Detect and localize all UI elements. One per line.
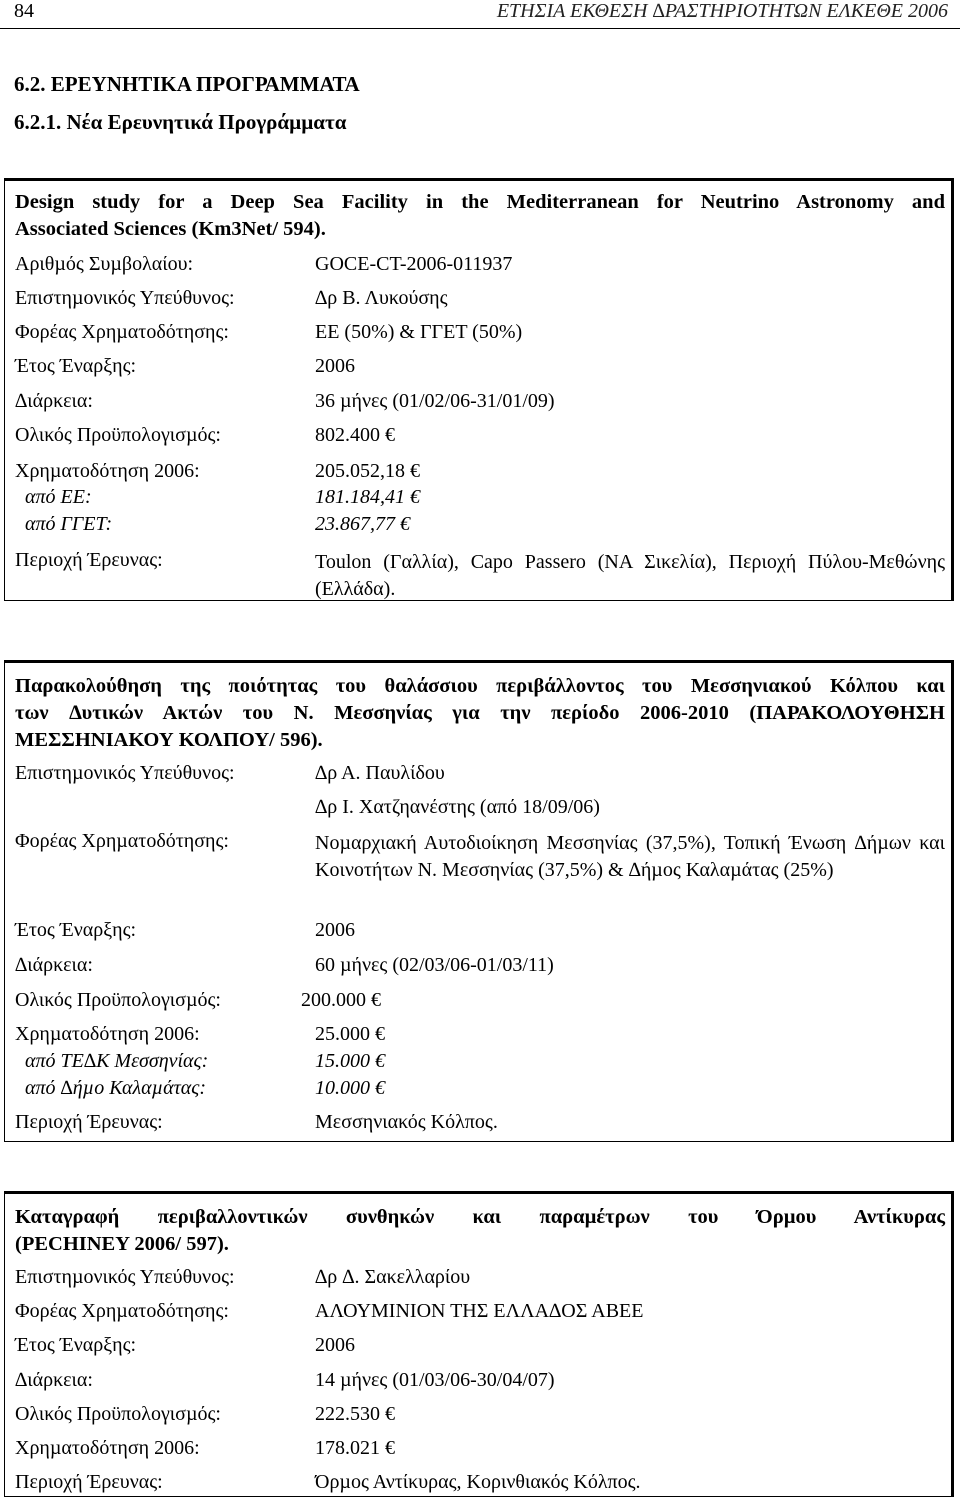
scientist-value: ∆ρ ∆. Σακελλαρίου: [315, 1266, 471, 1288]
budget-value: 222.530 €: [315, 1403, 395, 1425]
funding-source-value: 181.184,41 €: [315, 486, 420, 508]
duration-row: [15, 1369, 945, 1397]
contract-value: GOCE-CT-2006-011937: [315, 253, 513, 275]
funder-value: Νοµαρχιακή Αυτοδιοίκηση Μεσσηνίας (37,5%), Τοπική Ένωση ∆ήµων και Κοινοτήτων Ν. Μεσσηνίας (37,5%) & ∆ήµος Καλαµάτας (25%): [315, 832, 945, 881]
research-area-row: [15, 549, 945, 603]
duration-value: 14 µήνες (01/03/06-30/04/07): [315, 1369, 555, 1391]
budget-value: 200.000 €: [301, 989, 381, 1011]
research-area-row: [15, 1471, 945, 1499]
scientist-label: Επιστηµονικός Υπεύθυνος:: [15, 287, 235, 309]
scientist-row-2: [15, 796, 945, 824]
funder-label: Φορέας Χρηµατοδότησης:: [15, 1300, 229, 1322]
funding-row: [15, 1437, 945, 1465]
funder-label: Φορέας Χρηµατοδότησης:: [15, 321, 229, 343]
funding-label: Χρηµατοδότηση 2006:: [15, 460, 200, 482]
scientist-value: ∆ρ Α. Παυλίδου: [315, 762, 445, 784]
project-title: [15, 189, 945, 243]
duration-row: [15, 954, 945, 982]
duration-label: ∆ιάρκεια:: [15, 954, 93, 976]
running-title: ΕΤΗΣΙΑ ΕΚΘΕΣΗ ∆ΡΑΣΤΗΡΙΟΤΗΤΩΝ ΕΛΚΕΘΕ 2006: [496, 0, 948, 22]
contract-label: Αριθµός Συµβολαίου:: [15, 253, 194, 275]
funding-source-row: [15, 1077, 945, 1105]
research-area-value: Μεσσηνιακός Κόλπος.: [315, 1111, 498, 1133]
duration-label: ∆ιάρκεια:: [15, 1369, 93, 1391]
project-title-line: ΜΕΣΣΗΝΙΑΚΟΥ ΚΟΛΠΟΥ/ 596).: [15, 729, 323, 751]
budget-label: Ολικός Προϋπολογισµός:: [15, 1403, 221, 1425]
duration-row: [15, 390, 945, 418]
scientist-value-2: ∆ρ Ι. Χατζηανέστης (από 18/09/06): [315, 796, 600, 818]
page-number: 84: [14, 0, 34, 22]
funding-label: Χρηµατοδότηση 2006:: [15, 1437, 200, 1459]
funding-value: 178.021 €: [315, 1437, 395, 1459]
project-title-line: (PECHINEY 2006/ 597).: [15, 1233, 229, 1255]
funding-value: 205.052,18 €: [315, 460, 420, 482]
funding-source-value: 23.867,77 €: [315, 513, 410, 535]
funding-source-value: 10.000 €: [315, 1077, 385, 1099]
research-area-label: Περιοχή Έρευνας:: [15, 1111, 163, 1133]
funder-row: [15, 830, 945, 912]
budget-row: [15, 1403, 945, 1431]
start-year-value: 2006: [315, 1334, 355, 1356]
scientist-row: [15, 1266, 945, 1294]
research-area-value: Όρµος Αντίκυρας, Κορινθιακός Κόλπος.: [315, 1471, 641, 1493]
budget-row: [15, 989, 945, 1017]
funder-row: [15, 1300, 945, 1328]
budget-row: [15, 424, 945, 452]
funder-value: ΕΕ (50%) & ΓΓΕΤ (50%): [315, 321, 523, 343]
project-box-pechiney: [4, 1191, 954, 1497]
research-area-value: Toulon (Γαλλία), Capo Passero (ΝΑ Σικελία), Περιοχή Πύλου-Μεθώνης (Ελλάδα).: [315, 551, 945, 600]
project-title-line: Design study for a Deep Sea Facility in the Mediterranean for Neutrino Astronomy and: [15, 191, 945, 213]
start-year-value: 2006: [315, 919, 355, 941]
funding-row: [15, 460, 945, 488]
funding-source-label: από ΕΕ:: [25, 486, 92, 508]
project-title-line: Καταγραφή περιβαλλοντικών συνθηκών και παραµέτρων του Όρµου Αντίκυρας: [15, 1206, 945, 1228]
funding-label: Χρηµατοδότηση 2006:: [15, 1023, 200, 1045]
funding-source-value: 15.000 €: [315, 1050, 385, 1072]
duration-value: 36 µήνες (01/02/06-31/01/09): [315, 390, 555, 412]
funding-source-label: από ΤΕ∆Κ Μεσσηνίας:: [25, 1050, 209, 1072]
funding-source-row: [15, 1050, 945, 1078]
scientist-row: [15, 287, 945, 315]
scientist-value: ∆ρ Β. Λυκούσης: [315, 287, 448, 309]
funder-row: [15, 321, 945, 349]
project-title-line: των ∆υτικών Ακτών του Ν. Μεσσηνίας για την περίοδο 2006-2010 (ΠΑΡΑΚΟΛΟΥΘΗΣΗ: [15, 702, 945, 724]
funder-value: ΑΛΟΥΜΙΝΙΟΝ ΤΗΣ ΕΛΛΑ∆ΟΣ ΑΒΕΕ: [315, 1300, 644, 1322]
research-area-row: [15, 1111, 945, 1139]
duration-label: ∆ιάρκεια:: [15, 390, 93, 412]
budget-label: Ολικός Προϋπολογισµός:: [15, 424, 221, 446]
start-year-label: Έτος Έναρξης:: [15, 919, 137, 941]
funding-row: [15, 1023, 945, 1051]
funder-label: Φορέας Χρηµατοδότησης:: [15, 830, 229, 852]
start-year-label: Έτος Έναρξης:: [15, 1334, 137, 1356]
project-title: [15, 1204, 945, 1258]
research-area-label: Περιοχή Έρευνας:: [15, 549, 163, 571]
start-year-row: [15, 1334, 945, 1362]
project-title: [15, 673, 945, 754]
start-year-label: Έτος Έναρξης:: [15, 355, 137, 377]
funding-value: 25.000 €: [315, 1023, 385, 1045]
funding-source-label: από ∆ήµο Καλαµάτας:: [25, 1077, 207, 1099]
funding-source-row: [15, 513, 945, 541]
section-subheading: 6.2.1. Νέα Ερευνητικά Προγράµµατα: [14, 110, 347, 134]
budget-label: Ολικός Προϋπολογισµός:: [15, 989, 221, 1011]
start-year-value: 2006: [315, 355, 355, 377]
research-area-label: Περιοχή Έρευνας:: [15, 1471, 163, 1493]
budget-value: 802.400 €: [315, 424, 395, 446]
project-title-line: Associated Sciences (Km3Net/ 594).: [15, 218, 326, 240]
header-rule: [0, 28, 960, 29]
start-year-row: [15, 919, 945, 947]
project-box-messiniakos: [4, 660, 954, 1142]
project-box-km3net: [4, 178, 954, 601]
scientist-label: Επιστηµονικός Υπεύθυνος:: [15, 762, 235, 784]
start-year-row: [15, 355, 945, 383]
contract-row: [15, 253, 945, 281]
funding-source-label: από ΓΓΕΤ:: [25, 513, 113, 535]
funding-source-row: [15, 486, 945, 514]
scientist-label: Επιστηµονικός Υπεύθυνος:: [15, 1266, 235, 1288]
page-header: [0, 0, 960, 30]
duration-value: 60 µήνες (02/03/06-01/03/11): [315, 954, 554, 976]
project-title-line: Παρακολούθηση της ποιότητας του θαλάσσιου περιβάλλοντος του Μεσσηνιακού Κόλπου και: [15, 675, 945, 697]
scientist-row: [15, 762, 945, 790]
section-heading: 6.2. ΕΡΕΥΝΗΤΙΚΑ ΠΡΟΓΡΑΜΜΑΤΑ: [14, 72, 360, 96]
